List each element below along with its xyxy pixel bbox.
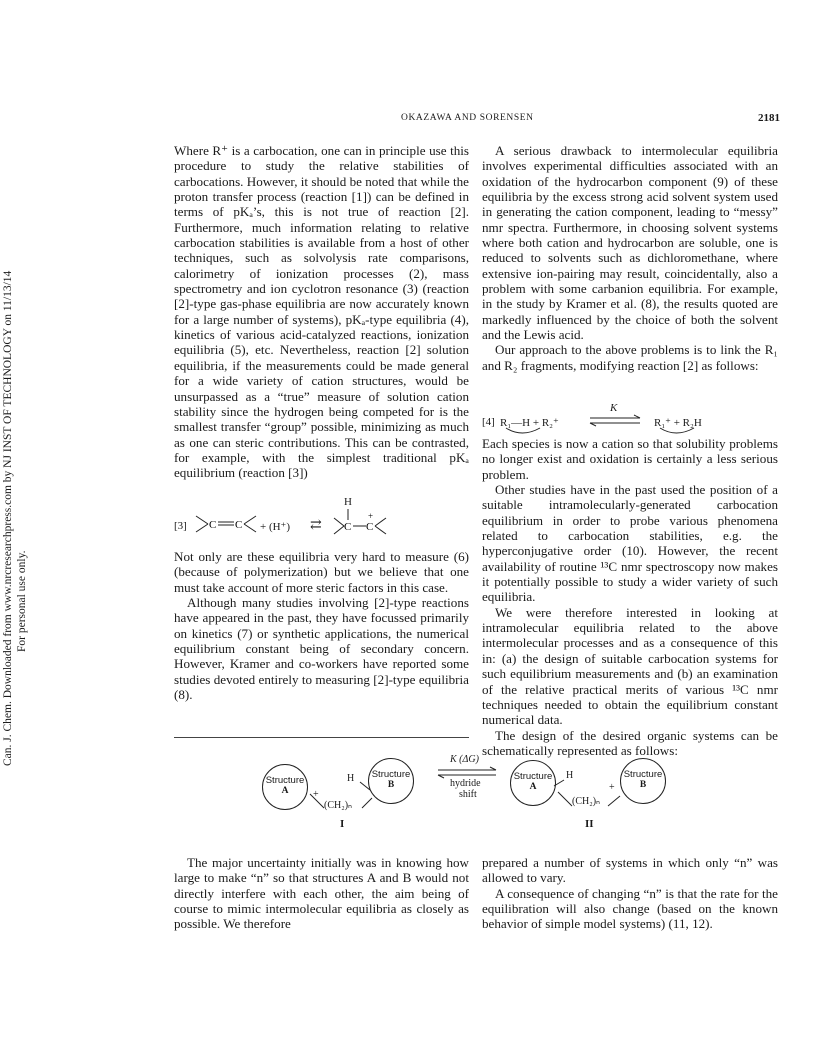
equation-4-reactants: R₁—H + R₂⁺ [500, 417, 559, 429]
structure-a-letter-II: A [529, 782, 537, 792]
hydride-shift-scheme [262, 754, 682, 834]
compound-label-I: I [340, 818, 345, 830]
left-column-rule [174, 737, 469, 738]
equation-3-number: [3] [174, 520, 187, 532]
equation-4-number: [4] [482, 416, 495, 428]
methylene-chain-I: (CH₂)ₙ [324, 800, 353, 811]
right-paragraph-5: We were therefore interested in looking at intramolecular equilibria related to the above intermolecular processes and as a consequence of this in: (a) the design of suitable carbocation systems for such equilibrium measurements and (b) an examination of the relative practical merits of various ¹³C nmr techniques needed to obtain the equilibrium constant numerical data. [482, 604, 778, 728]
cation-charge-I: + [313, 789, 319, 800]
right-paragraph-7: prepared a number of systems in which only “n” was allowed to vary. [482, 855, 778, 886]
hydride-label: hydride [450, 778, 481, 789]
structure-b-letter-II: B [639, 780, 647, 790]
equation-3 [174, 496, 469, 546]
structure-a-label-II: Structure [513, 771, 553, 782]
right-column-top [482, 143, 778, 373]
left-column-bottom-text [174, 855, 469, 932]
compound-label-II: II [585, 818, 594, 830]
left-paragraph-3: Although many studies involving [2]-type reactions have appeared in the past, they have focussed primarily on kinetics (7) or synthetic applications, the numerical equilibrium constant being of secondary concern. However, Kramer and co-workers have reported some studies devoted entirely to measuring [2]-type equilibria (8). [174, 595, 469, 703]
structure-a-circle-I [262, 764, 308, 810]
right-paragraph-1: A serious drawback to intermolecular equilibria involves experimental difficulties associated with an oxidation of the hydrocarbon component (9) of these equilibria by the excess strong acid solvent system used in generating the cation component, leading to “messy” nmr spectra. Furthermore, in choosing solvent systems where both cation and hydrocarbon are soluble, one is reduced to solvents such as dichloromethane, where extensive ion-pairing may result, coincidentally, also a problem with some carbanion equilibria. For example, in the study by Kramer et al. (8), the results quoted are markedly influenced by the choice of both the solvent and the Lewis acid. [482, 143, 778, 343]
svg-text:C: C [209, 519, 217, 531]
left-paragraph-4: The major uncertainty initially was in knowing how large to make “n” so that structures A and B would not directly interfere with each other, the aim being of course to mimic intermolecular equilibria as closely as possible. We therefore [174, 855, 469, 932]
added-hydrogen: H [344, 496, 352, 508]
structure-b-label-I: Structure [371, 769, 411, 780]
carbocation-structure [332, 506, 412, 542]
page-number: 2181 [758, 112, 780, 124]
equilibrium-constant-k: K [610, 402, 618, 414]
left-column-bottom [174, 549, 469, 702]
structure-a-letter-I: A [281, 786, 289, 796]
download-notice: Can. J. Chem. Downloaded from www.nrcresearchpress.com by NJ INST OF TECHNOLOGY on 11/13/14 [2, 270, 14, 766]
structure-a-label-I: Structure [265, 775, 305, 786]
proton-term: + (H⁺) [260, 521, 291, 533]
equilibrium-arrow: ⇄ [310, 518, 322, 533]
left-paragraph-2: Not only are these equilibria very hard to measure (6) (because of polymerization) but we believe that one must take account of more steric factors in this case. [174, 549, 469, 595]
personal-use-notice: For personal use only. [16, 550, 28, 652]
shift-label: shift [459, 789, 477, 800]
hydrogen-II: H [566, 770, 574, 781]
right-paragraph-2: Our approach to the above problems is to link the R₁ and R₂ fragments, modifying reaction [2] as follows: [482, 342, 778, 373]
right-paragraph-6: The design of the desired organic systems can be schematically represented as follows: [482, 727, 778, 758]
cation-charge-II: + [609, 782, 615, 793]
right-paragraph-4: Other studies have in the past used the position of a suitable intramolecularly-generated carbocation equilibrium in order to probe various phenomena related to carbocation stabilities, e.g. the hyperconjugative order (10). However, the recent availability of routine ¹³C nmr spectroscopy now makes it potentially possible to study a wider variety of such equilibria. [482, 482, 778, 605]
right-paragraph-8: A consequence of changing “n” is that the rate for the equilibration will also change (based on the known behavior of simple model systems) (11, 12). [482, 885, 778, 932]
download-watermark [0, 168, 30, 768]
svg-text:C: C [366, 521, 374, 533]
structure-b-label-II: Structure [623, 769, 663, 780]
equation-4 [482, 402, 778, 436]
right-column-bottom [482, 436, 778, 758]
equation-4-products: R₁⁺ + R₂H [654, 417, 702, 429]
left-column-top [174, 143, 469, 481]
svg-text:C: C [235, 519, 243, 531]
structure-a-circle-II [510, 760, 556, 806]
right-column-bottom-text [482, 855, 778, 932]
running-head-authors: OKAZAWA AND SORENSEN [401, 113, 534, 123]
hydrogen-I: H [347, 773, 355, 784]
methylene-chain-II: (CH₂)ₙ [572, 796, 601, 807]
equilibrium-k-delta-g: K (ΔG) [450, 754, 479, 765]
svg-text:+: + [368, 511, 374, 521]
right-paragraph-3: Each species is now a cation so that solubility problems no longer exist and oxidation is certainly a less serious problem. [482, 436, 778, 482]
left-paragraph-1: Where R⁺ is a carbocation, one can in principle use this procedure to study the relative stabilities of carbocations. However, it should be noted that while the proton transfer process (reaction [1]) can be defined in terms of pKₐ’s, this is not true of reaction [2]. Furthermore, much information relating to relative carbocation stabilities is available from a host of other techniques, such as solvolysis rate comparisons, calorimetry of ionization processes (2), mass spectrometry and ion cyclotron resonance (3) (reaction [2]-type gas-phase equilibria are now accurately known for a large number of systems), pKₐ-type equilibria (4), kinetics of various acid-catalyzed reactions, ionization equilibria (5), etc. Nevertheless, reaction [2] solution equilibria, if the measurements could be made general for a wide variety of cation structures, would be unsurpassed as a “true” measure of solution cation stability since the hydrogen being competed for is the smallest transfer “group” possible, minimizing as much as one can steric contributions. This can be contrasted, for example, with the simplest traditional pKₐ equilibrium (reaction [3]) [174, 143, 469, 481]
structure-b-letter-I: B [387, 780, 395, 790]
svg-text:C: C [344, 521, 352, 533]
